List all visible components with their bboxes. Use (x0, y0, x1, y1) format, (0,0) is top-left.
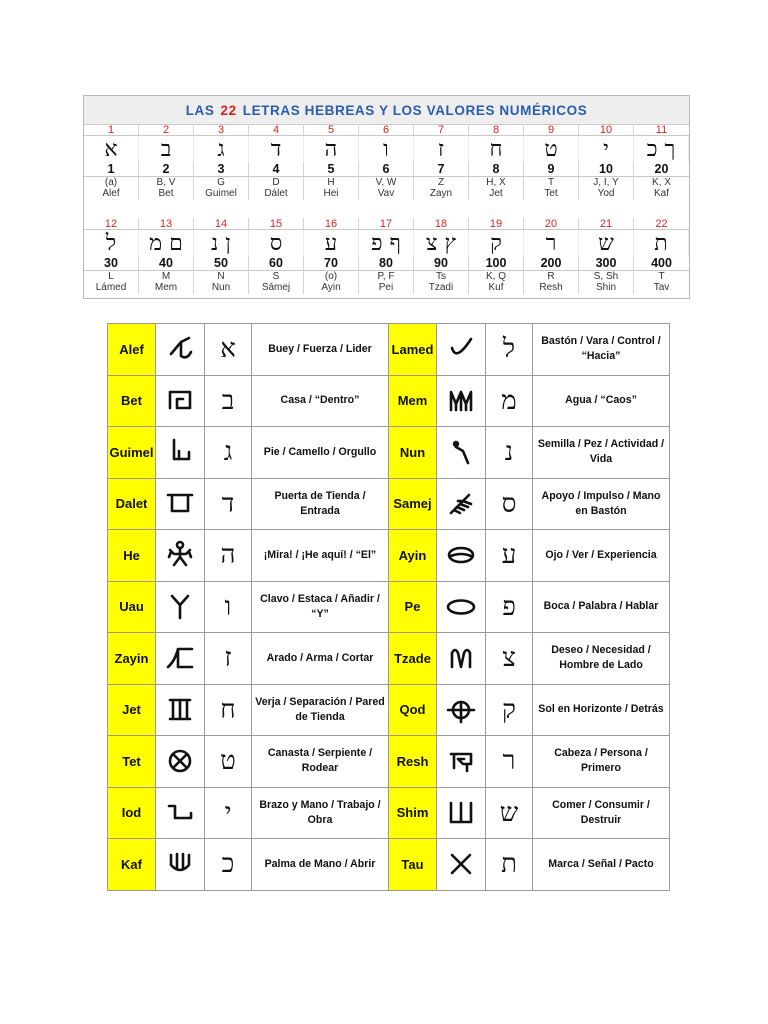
ox-head-icon (156, 324, 205, 376)
numeric-value: 30 (84, 256, 139, 271)
index-row (84, 218, 689, 230)
letter-name: Guimel (108, 427, 156, 479)
letter-name: Dálet (249, 188, 304, 200)
hebrew-letter: ע (486, 530, 533, 582)
hebrew-letter: א (84, 136, 139, 162)
letter-meaning: Canasta / Serpiente / Rodear (252, 736, 389, 788)
hebrew-letter: ק (486, 684, 533, 736)
hebrew-letter: ז (414, 136, 469, 162)
transliteration-row (84, 271, 689, 282)
tent-door-icon (156, 478, 205, 530)
letter-name: Jet (469, 188, 524, 200)
numeric-value: 50 (194, 256, 249, 271)
table-row (108, 684, 670, 736)
table-row (108, 530, 670, 582)
index-row (84, 124, 689, 136)
transliteration: J, I, Y (579, 177, 634, 188)
transliteration: D (249, 177, 304, 188)
letter-meaning: Puerta de Tienda / Entrada (252, 478, 389, 530)
hebrew-letter: ץ צ (414, 230, 469, 256)
transliteration: Ts (414, 271, 469, 282)
letter-name: Resh (524, 282, 579, 294)
fence-icon (156, 684, 205, 736)
letter-meaning: Ojo / Ver / Experiencia (533, 530, 670, 582)
numeric-value: 5 (304, 162, 359, 177)
head-icon (437, 736, 486, 788)
index: 6 (359, 124, 414, 136)
letter-name-row (84, 188, 689, 200)
man-arms-raised-icon (156, 530, 205, 582)
hebrew-letter: נ (486, 427, 533, 479)
transliteration: P, F (359, 271, 414, 282)
letter-name: Iod (108, 787, 156, 839)
transliteration: T (524, 177, 579, 188)
letter-name: Uau (108, 581, 156, 633)
letter-name: Nun (389, 427, 437, 479)
letter-name: Tet (108, 736, 156, 788)
index: 15 (249, 218, 304, 230)
letter-name: Alef (84, 188, 139, 200)
numeric-value: 9 (524, 162, 579, 177)
numeric-value: 90 (414, 256, 469, 271)
table-row (108, 633, 670, 685)
hebrew-letter: ך כ (634, 136, 689, 162)
transliteration: H, X (469, 177, 524, 188)
letter-name: Hei (304, 188, 359, 200)
hebrew-letter: ד (205, 478, 252, 530)
numeric-value: 80 (359, 256, 414, 271)
hebrew-letter: פ (486, 581, 533, 633)
letter-meaning: Boca / Palabra / Hablar (533, 581, 670, 633)
letter-name: Bet (139, 188, 194, 200)
index: 13 (139, 218, 194, 230)
index: 3 (194, 124, 249, 136)
index: 22 (634, 218, 689, 230)
letter-meaning: Semilla / Pez / Actividad / Vida (533, 427, 670, 479)
letter-meaning: Arado / Arma / Cortar (252, 633, 389, 685)
hebrew-letter: צ (486, 633, 533, 685)
numeric-value: 60 (249, 256, 304, 271)
hebrew-letter: ר (486, 736, 533, 788)
eye-icon (437, 530, 486, 582)
letter-name: Dalet (108, 478, 156, 530)
hebrew-letter: ע (304, 230, 359, 256)
transliteration: L (84, 271, 139, 282)
letter-name: Jet (108, 684, 156, 736)
letter-name: Bet (108, 375, 156, 427)
letter-name: He (108, 530, 156, 582)
hebrew-letter: י (205, 787, 252, 839)
letter-meaning: Marca / Señal / Pacto (533, 839, 670, 891)
numeric-value: 7 (414, 162, 469, 177)
table-row (108, 478, 670, 530)
hebrew-letter-row (84, 136, 689, 162)
hebrew-letter: ה (205, 530, 252, 582)
tent-peg-icon (156, 581, 205, 633)
transliteration: Z (414, 177, 469, 188)
pictograph-table (107, 323, 670, 891)
index: 8 (469, 124, 524, 136)
staff-icon (437, 324, 486, 376)
table-title (84, 96, 689, 125)
numeric-value: 200 (524, 256, 579, 271)
letter-name: Tzade (389, 633, 437, 685)
transliteration: R (524, 271, 579, 282)
letter-name: Sámej (249, 282, 304, 294)
index: 14 (194, 218, 249, 230)
man-side-icon (437, 633, 486, 685)
letter-name: Shim (389, 787, 437, 839)
index: 12 (84, 218, 139, 230)
letter-name: Kaf (653, 188, 669, 199)
letter-name: Ayin (389, 530, 437, 582)
numeric-value: 40 (139, 256, 194, 271)
transliteration: (o) (304, 271, 359, 282)
hebrew-letter: ש (486, 787, 533, 839)
letter-name: Zayin (108, 633, 156, 685)
hebrew-letter: ת (634, 230, 689, 256)
table-row (108, 324, 670, 376)
numeric-value: 1 (84, 162, 139, 177)
seed-icon (437, 427, 486, 479)
letter-meaning: Buey / Fuerza / Lider (252, 324, 389, 376)
hebrew-letter: ר (524, 230, 579, 256)
basket-icon (156, 736, 205, 788)
transliteration: S, Sh (579, 271, 634, 282)
hebrew-letter: ג (205, 427, 252, 479)
title-number: 22 (220, 102, 237, 118)
index: 11 (634, 124, 689, 136)
letter-meaning: Sol en Horizonte / Detrás (533, 684, 670, 736)
letter-name: Alef (108, 324, 156, 376)
letter-name: Tet (524, 188, 579, 200)
transliteration: M (139, 271, 194, 282)
teeth-icon (437, 787, 486, 839)
transliteration: K, X (652, 177, 671, 188)
letter-name: Yod (579, 188, 634, 200)
mouth-icon (437, 581, 486, 633)
letter-name: Lámed (84, 282, 139, 294)
numeric-value-row (84, 256, 689, 271)
letter-name: Vav (359, 188, 414, 200)
transliteration-row (84, 177, 689, 188)
transliteration: (a) (84, 177, 139, 188)
letter-name-row (84, 282, 689, 294)
letter-name: Ayin (304, 282, 359, 294)
letter-name: Zayn (414, 188, 469, 200)
letter-name: Pe (389, 581, 437, 633)
foot-icon (156, 427, 205, 479)
water-icon (437, 375, 486, 427)
letter-meaning: Cabeza / Persona / Primero (533, 736, 670, 788)
transliteration: N (194, 271, 249, 282)
index: 18 (414, 218, 469, 230)
table-row (108, 427, 670, 479)
hebrew-letter: ן נ (194, 230, 249, 256)
numeric-value: 3 (194, 162, 249, 177)
letter-name: Mem (139, 282, 194, 294)
hebrew-letter: ב (205, 375, 252, 427)
index: 21 (579, 218, 634, 230)
hebrew-letter-row (84, 230, 689, 256)
hebrew-letter: ם מ (139, 230, 194, 256)
hebrew-letter: כ (205, 839, 252, 891)
letter-meaning: Pie / Camello / Orgullo (252, 427, 389, 479)
table-row (108, 581, 670, 633)
hebrew-letter: ה (304, 136, 359, 162)
numeric-value: 400 (634, 256, 689, 271)
letter-name: Pei (359, 282, 414, 294)
index: 7 (414, 124, 469, 136)
letter-name: Qod (389, 684, 437, 736)
hebrew-letter: ח (205, 684, 252, 736)
letter-name: Samej (389, 478, 437, 530)
letter-name: Resh (389, 736, 437, 788)
letter-meaning: Apoyo / Impulso / Mano en Bastón (533, 478, 670, 530)
letter-name: Tav (653, 282, 670, 293)
mark-icon (437, 839, 486, 891)
letter-name: Mem (389, 375, 437, 427)
index: 20 (524, 218, 579, 230)
index: 16 (304, 218, 359, 230)
hebrew-letter: ד (249, 136, 304, 162)
index: 4 (249, 124, 304, 136)
hebrew-letter: ו (359, 136, 414, 162)
transliteration: G (194, 177, 249, 188)
index: 19 (469, 218, 524, 230)
letter-name: Lamed (389, 324, 437, 376)
hebrew-letter: ט (524, 136, 579, 162)
transliteration: T (658, 271, 665, 282)
hebrew-letter: ח (469, 136, 524, 162)
letter-meaning: Deseo / Necesidad / Hombre de Lado (533, 633, 670, 685)
numeric-value: 100 (469, 256, 524, 271)
letters-block-2 (84, 218, 689, 294)
numeric-value: 70 (304, 256, 359, 271)
numeric-value: 10 (579, 162, 634, 177)
hebrew-letter: ס (249, 230, 304, 256)
letters-values-table (83, 95, 690, 299)
arm-hand-icon (156, 787, 205, 839)
letter-name: Kuf (469, 282, 524, 294)
letter-meaning: Agua / “Caos” (533, 375, 670, 427)
title-rest: LETRAS HEBREAS Y LOS VALORES NUMÉRICOS (242, 102, 588, 118)
numeric-value-row (84, 162, 689, 177)
letter-name: Shin (579, 282, 634, 294)
numeric-value: 6 (359, 162, 414, 177)
table-row (108, 839, 670, 891)
hebrew-letter: ז (205, 633, 252, 685)
transliteration: V, W (359, 177, 414, 188)
index: 10 (579, 124, 634, 136)
hebrew-letter: ב (139, 136, 194, 162)
numeric-value: 2 (139, 162, 194, 177)
hebrew-letter: ל (486, 324, 533, 376)
transliteration: H (304, 177, 359, 188)
index: 17 (359, 218, 414, 230)
palm-icon (156, 839, 205, 891)
transliteration: B, V (139, 177, 194, 188)
hebrew-letter: א (205, 324, 252, 376)
transliteration: S (249, 271, 304, 282)
letter-meaning: Casa / “Dentro” (252, 375, 389, 427)
letter-name: Tau (389, 839, 437, 891)
index: 9 (524, 124, 579, 136)
plow-icon (156, 633, 205, 685)
transliteration: K, Q (469, 271, 524, 282)
letters-block-1 (84, 124, 689, 200)
hebrew-letter: ק (469, 230, 524, 256)
letter-meaning: Brazo y Mano / Trabajo / Obra (252, 787, 389, 839)
hebrew-letter: מ (486, 375, 533, 427)
table-row (108, 375, 670, 427)
hebrew-letter: ת (486, 839, 533, 891)
index: 2 (139, 124, 194, 136)
letter-meaning: Verja / Separación / Pared de Tienda (252, 684, 389, 736)
numeric-value: 300 (579, 256, 634, 271)
index: 5 (304, 124, 359, 136)
hebrew-letter: ט (205, 736, 252, 788)
letter-name: Kaf (108, 839, 156, 891)
hebrew-letter: ש (579, 230, 634, 256)
letter-meaning: Clavo / Estaca / Añadir / “Y” (252, 581, 389, 633)
hebrew-letter: ף פ (359, 230, 414, 256)
table-row (108, 787, 670, 839)
letter-name: Nun (194, 282, 249, 294)
sun-horizon-icon (437, 684, 486, 736)
letter-meaning: ¡Mira! / ¡He aquí! / “El” (252, 530, 389, 582)
house-icon (156, 375, 205, 427)
letter-meaning: Bastón / Vara / Control / “Hacia” (533, 324, 670, 376)
letter-name: Tzadi (414, 282, 469, 294)
index: 1 (84, 124, 139, 136)
numeric-value: 20 (634, 162, 689, 177)
letter-name: Guimel (194, 188, 249, 200)
hebrew-letter: ג (194, 136, 249, 162)
hebrew-letter: י (579, 136, 634, 162)
numeric-value: 4 (249, 162, 304, 177)
hebrew-letter: ו (205, 581, 252, 633)
table-row (108, 736, 670, 788)
numeric-value: 8 (469, 162, 524, 177)
letter-meaning: Comer / Consumir / Destruir (533, 787, 670, 839)
thorn-icon (437, 478, 486, 530)
hebrew-letter: ס (486, 478, 533, 530)
hebrew-letter: ל (84, 230, 139, 256)
letter-meaning: Palma de Mano / Abrir (252, 839, 389, 891)
title-prefix: LAS (185, 102, 215, 118)
